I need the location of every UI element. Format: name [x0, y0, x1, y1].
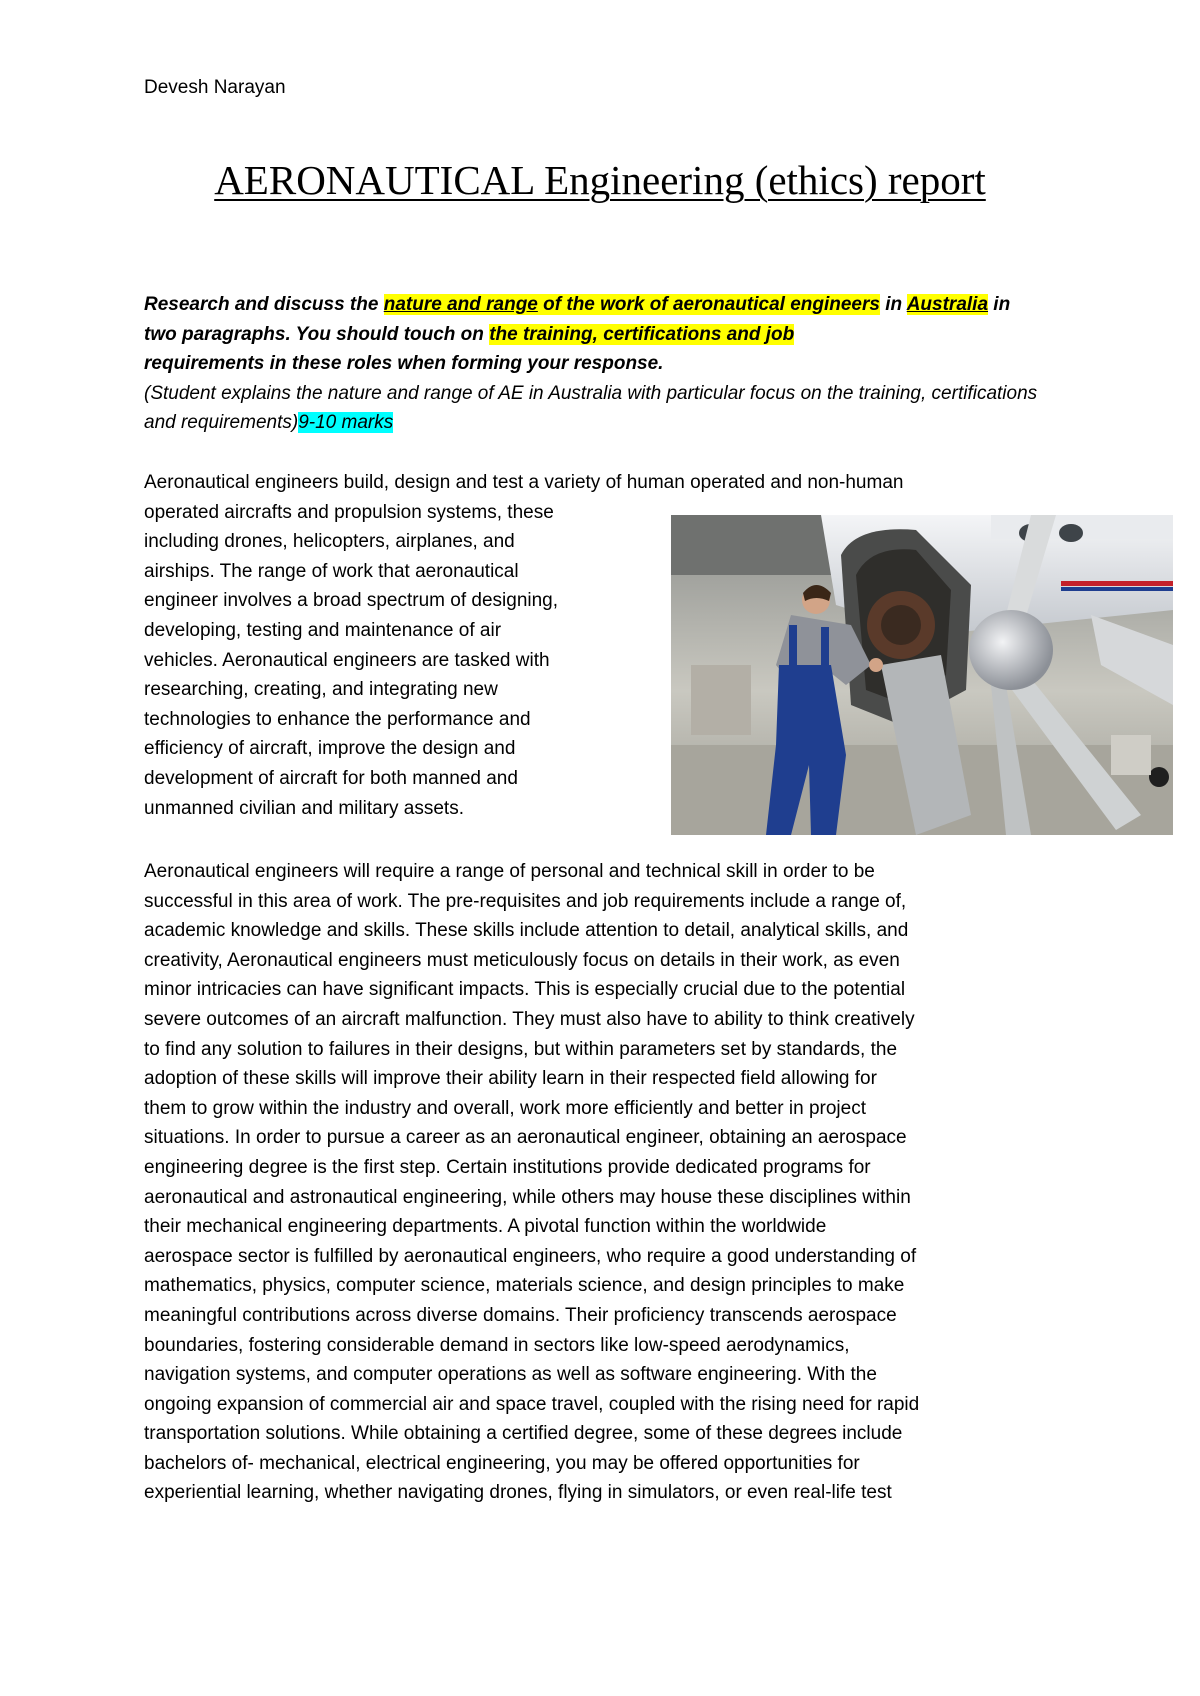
paragraph-1-line: engineer involves a broad spectrum of designing,	[144, 590, 559, 612]
prompt-highlight-australia: Australia	[906, 294, 989, 315]
paragraph-2-line: aeronautical and astronautical engineering, while others may house these disciplines within	[144, 1186, 911, 1208]
paragraph-2-line: Aeronautical engineers will require a range of personal and technical skill in order to be	[144, 861, 875, 882]
author-name: Devesh Narayan	[144, 77, 286, 98]
paragraph-1-line: researching, creating, and integrating new	[144, 679, 498, 701]
paragraph-1-line: efficiency of aircraft, improve the design and	[144, 738, 516, 760]
paragraph-1-line: development of aircraft for both manned and	[144, 767, 518, 789]
prompt-highlight-work: of the work of aeronautical engineers	[537, 294, 880, 315]
paragraph-2-line: ongoing expansion of commercial air and space travel, coupled with the rising need for rapid	[144, 1393, 920, 1415]
prompt-segment: Research and discuss the	[144, 294, 384, 315]
paragraph-2-line: successful in this area of work. The pre-requisites and job requirements include a range of,	[144, 890, 907, 912]
paragraph-2-line: aerospace sector is fulfilled by aeronautical engineers, who require a good understanding of	[144, 1245, 917, 1267]
prompt-segment: in two paragraphs. You should touch on	[144, 294, 1011, 345]
paragraph-2-line: situations. In order to pursue a career as an aeronautical engineer, obtaining an aerospace	[144, 1127, 907, 1149]
engineer-aircraft-photo	[671, 515, 1173, 835]
paragraph-2-line: experiential learning, whether navigating drones, flying in simulators, or even real-life test	[144, 1482, 892, 1504]
paragraph-2-line: them to grow within the industry and overall, work more efficiently and better in project	[144, 1097, 866, 1119]
paragraph-1-line: including drones, helicopters, airplanes, and	[144, 531, 515, 553]
paragraph-1-line: airships. The range of work that aeronautical	[144, 560, 519, 582]
paragraph-2-line: engineering degree is the first step. Certain institutions provide dedicated programs for	[144, 1156, 871, 1178]
prompt-segment: in	[879, 294, 907, 315]
assignment-prompt	[144, 290, 1044, 438]
paragraph-2-line: minor intricacies can have significant impacts. This is especially crucial due to the potential	[144, 979, 906, 1001]
paragraph-2-line: mathematics, physics, computer science, materials science, and design principles to make	[144, 1275, 905, 1297]
paragraph-2-line: academic knowledge and skills. These skills include attention to detail, analytical skills, and	[144, 920, 909, 942]
prompt-highlight-nature-range: nature and range	[383, 294, 538, 315]
marks-badge: 9-10 marks	[298, 412, 394, 434]
paragraph-2-line: transportation solutions. While obtaining a certified degree, some of these degrees include	[144, 1423, 903, 1445]
paragraph-1-line: vehicles. Aeronautical engineers are tasked with	[144, 649, 550, 671]
paragraph-2-line: severe outcomes of an aircraft malfunction. They must also have to ability to think creatively	[144, 1008, 915, 1030]
paragraph-1-first-line: Aeronautical engineers build, design and test a variety of human operated and non-human	[144, 472, 904, 493]
paragraph-2-line: their mechanical engineering departments. A pivotal function within the worldwide	[144, 1216, 827, 1238]
paragraph-2-line: to find any solution to failures in their designs, but within parameters set by standards, the	[144, 1038, 898, 1060]
prompt-highlight-training: the training, certifications and job	[489, 323, 795, 345]
paragraph-2-line: boundaries, fostering considerable demand in sectors like low-speed aerodynamics,	[144, 1334, 850, 1356]
paragraph-1-wrapped	[144, 498, 644, 824]
paragraph-2-line: meaningful contributions across diverse domains. Their proficiency transcends aerospace	[144, 1304, 897, 1326]
paragraph-1-line: unmanned civilian and military assets.	[144, 797, 464, 819]
document-title: AERONAUTICAL Engineering (ethics) report	[214, 157, 986, 203]
paragraph-2-line: navigation systems, and computer operations as well as software engineering. With the	[144, 1364, 877, 1386]
paragraph-2	[144, 857, 1064, 1508]
paragraph-1-line: developing, testing and maintenance of air	[144, 619, 502, 641]
paragraph-2-line: creativity, Aeronautical engineers must meticulously focus on details in their work, as even	[144, 949, 900, 971]
paragraph-2-line: bachelors of- mechanical, electrical engineering, you may be offered opportunities for	[144, 1452, 860, 1474]
marking-criteria-note: (Student explains the nature and range of AE in Australia with particular focus on the training, certifications and requirements)	[144, 382, 1038, 434]
paragraph-1-line: operated aircrafts and propulsion systems, these	[144, 501, 554, 523]
paragraph-1-line: technologies to enhance the performance and	[144, 708, 531, 730]
prompt-segment: requirements in these roles when forming your response.	[144, 353, 664, 375]
paragraph-2-line: adoption of these skills will improve their ability learn in their respected field allowing for	[144, 1068, 877, 1090]
